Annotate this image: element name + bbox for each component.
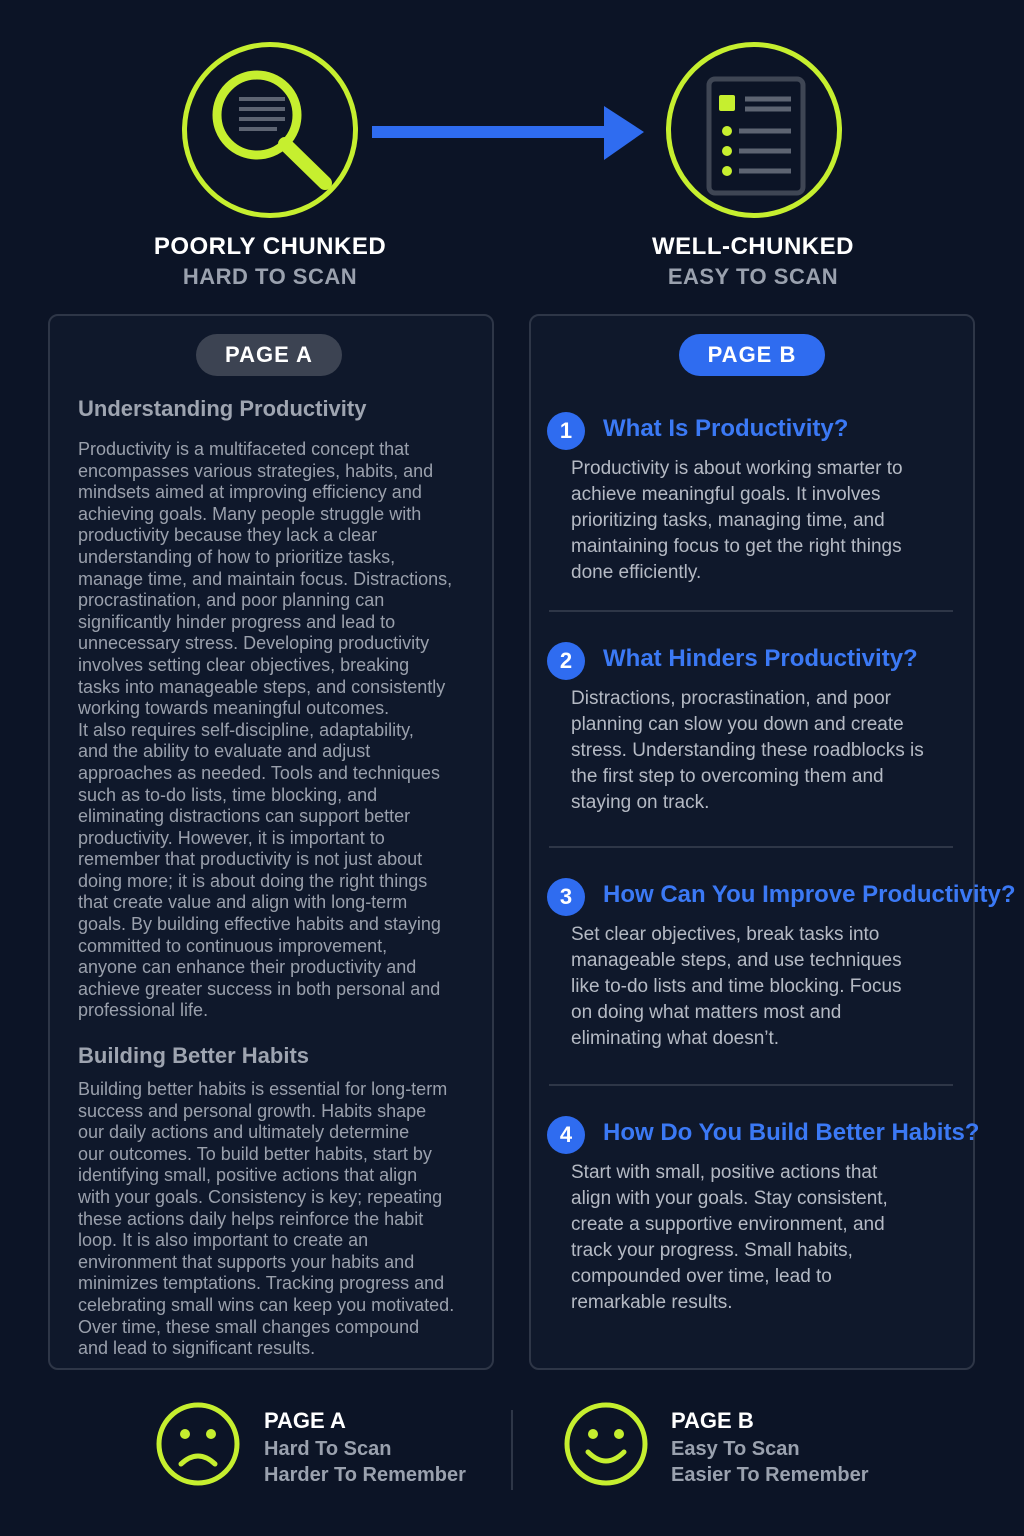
page-b-pill: PAGE B — [679, 334, 825, 376]
text-line: mindsets aimed at improving efficiency and — [78, 482, 422, 503]
checklist-document-icon — [666, 42, 842, 218]
text-line: planning can slow you down and create — [571, 714, 904, 735]
text-line: remarkable results. — [571, 1292, 733, 1313]
summary-page-a-title: PAGE A — [264, 1408, 346, 1433]
page-a-paragraph-2 — [78, 1079, 478, 1360]
text-line: maintaining focus to get the right things — [571, 536, 902, 557]
text-line: loop. It is also important to create an — [78, 1230, 369, 1251]
text-line: and lead to significant results. — [78, 1338, 316, 1359]
text-line: and the ability to evaluate and adjust — [78, 741, 371, 762]
text-line: achieve greater success in both personal and — [78, 978, 441, 999]
text-line: on doing what matters most and — [571, 1002, 842, 1023]
text-line: Productivity is about working smarter to — [571, 458, 903, 479]
summary-page-a-line2: Harder To Remember — [264, 1464, 466, 1486]
text-line: involves setting clear objectives, breaking — [78, 654, 410, 675]
text-line: identifying small, positive actions that align — [78, 1165, 418, 1186]
text-line: minimizes temptations. Tracking progress and — [78, 1273, 445, 1294]
summary-page-b — [671, 1406, 869, 1488]
poorly-chunked-label — [120, 232, 420, 292]
text-line: doing more; it is about doing the right things — [78, 870, 428, 891]
text-line: tasks into manageable steps, and consistently — [78, 676, 446, 697]
text-line: unnecessary stress. Developing productivity — [78, 633, 430, 654]
text-line: eliminating distractions can support better — [78, 806, 411, 827]
text-line: professional life. — [78, 1000, 209, 1021]
summary-page-a — [264, 1406, 466, 1488]
text-line: prioritizing tasks, managing time, and — [571, 510, 885, 531]
text-line: such as to-do lists, time blocking, and — [78, 784, 378, 805]
section-divider — [549, 1084, 953, 1086]
section-body — [571, 922, 953, 1052]
text-line: like to-do lists and time blocking. Focus — [571, 976, 902, 997]
text-line: eliminating what doesn’t. — [571, 1028, 780, 1049]
text-line: Productivity is a multifaceted concept that — [78, 439, 410, 459]
well-chunked-title: WELL-CHUNKED — [652, 233, 854, 260]
text-line: with your goals. Consistency is key; repeating — [78, 1186, 443, 1207]
page-b-panel — [529, 314, 1016, 1370]
text-line: that create value and align with long-term — [78, 892, 408, 913]
text-line: anyone can enhance their productivity and — [78, 957, 417, 978]
text-line: productivity. However, it is important to — [78, 827, 385, 848]
text-line: It also requires self-discipline, adaptability, — [78, 719, 414, 740]
text-line: productivity because they lack a clear — [78, 525, 378, 546]
section-body — [571, 1160, 953, 1316]
summary-page-b-title: PAGE B — [671, 1408, 754, 1433]
text-line: align with your goals. Stay consistent, — [571, 1188, 888, 1209]
section-title: How Do You Build Better Habits? — [603, 1119, 980, 1146]
text-line: stress. Understanding these roadblocks is — [571, 740, 924, 761]
section-number-badge: 3 — [547, 878, 585, 916]
text-line: encompasses various strategies, habits, and — [78, 460, 434, 481]
section-number-badge: 4 — [547, 1116, 585, 1154]
well-chunked-subtitle: EASY TO SCAN — [667, 264, 839, 289]
text-line: procrastination, and poor planning can — [78, 590, 385, 611]
text-line: the first step to overcoming them and — [571, 766, 884, 787]
summary-page-b-line2: Easier To Remember — [671, 1464, 869, 1486]
section-number-badge: 2 — [547, 642, 585, 680]
arrow-right-icon — [372, 104, 648, 164]
happy-face-icon — [562, 1400, 650, 1488]
magnifier-document-icon — [182, 42, 358, 218]
text-line: goals. By building effective habits and staying — [78, 914, 441, 935]
text-line: understanding of how to prioritize tasks, — [78, 546, 396, 567]
text-line: achieve meaningful goals. It involves — [571, 484, 881, 505]
page-a-paragraph-1 — [78, 439, 478, 1022]
text-line: staying on track. — [571, 792, 710, 813]
text-line: success and personal growth. Habits shape — [78, 1100, 427, 1121]
text-line: achieving goals. Many people struggle with — [78, 503, 422, 524]
text-line: Building better habits is essential for long-term — [78, 1079, 448, 1099]
section-body — [571, 456, 953, 586]
summary-page-b-line1: Easy To Scan — [671, 1438, 800, 1460]
text-line: our outcomes. To build better habits, start by — [78, 1143, 432, 1164]
summary-page-a-line1: Hard To Scan — [264, 1438, 392, 1460]
page-a-pill: PAGE A — [196, 334, 342, 376]
poorly-chunked-subtitle: HARD TO SCAN — [182, 264, 358, 289]
text-line: our daily actions and ultimately determine — [78, 1122, 410, 1143]
well-chunked-label — [603, 232, 903, 292]
text-line: remember that productivity is not just about — [78, 849, 423, 870]
text-line: approaches as needed. Tools and techniques — [78, 762, 440, 783]
section-body — [571, 686, 953, 816]
text-line: Over time, these small changes compound — [78, 1316, 420, 1337]
text-line: these actions daily helps reinforce the habit — [78, 1208, 424, 1229]
page-a-heading-2: Building Better Habits — [78, 1043, 310, 1068]
text-line: compounded over time, lead to — [571, 1266, 832, 1287]
section-title: How Can You Improve Productivity? — [603, 881, 1016, 908]
poorly-chunked-title: POORLY CHUNKED — [153, 233, 387, 260]
text-line: Set clear objectives, break tasks into — [571, 924, 880, 945]
text-line: create a supportive environment, and — [571, 1214, 885, 1235]
text-line: manageable steps, and use techniques — [571, 950, 902, 971]
text-line: significantly hinder progress and lead to — [78, 611, 396, 632]
text-line: manage time, and maintain focus. Distractions, — [78, 568, 453, 589]
sad-face-icon — [154, 1400, 242, 1488]
text-line: done efficiently. — [571, 562, 702, 583]
section-divider — [549, 846, 953, 848]
section-title: What Hinders Productivity? — [603, 645, 918, 672]
section-title: What Is Productivity? — [603, 415, 849, 442]
text-line: track your progress. Small habits, — [571, 1240, 853, 1261]
text-line: working towards meaningful outcomes. — [78, 698, 390, 719]
section-divider — [549, 610, 953, 612]
text-line: Distractions, procrastination, and poor — [571, 688, 891, 709]
section-number-badge: 1 — [547, 412, 585, 450]
text-line: Start with small, positive actions that — [571, 1162, 878, 1183]
summary-divider — [511, 1410, 513, 1490]
text-line: celebrating small wins can keep you motivated. — [78, 1294, 455, 1315]
text-line: environment that supports your habits and — [78, 1251, 415, 1272]
page-a-heading-1: Understanding Productivity — [78, 396, 367, 421]
text-line: committed to continuous improvement, — [78, 935, 388, 956]
page-a-panel — [48, 314, 494, 1370]
